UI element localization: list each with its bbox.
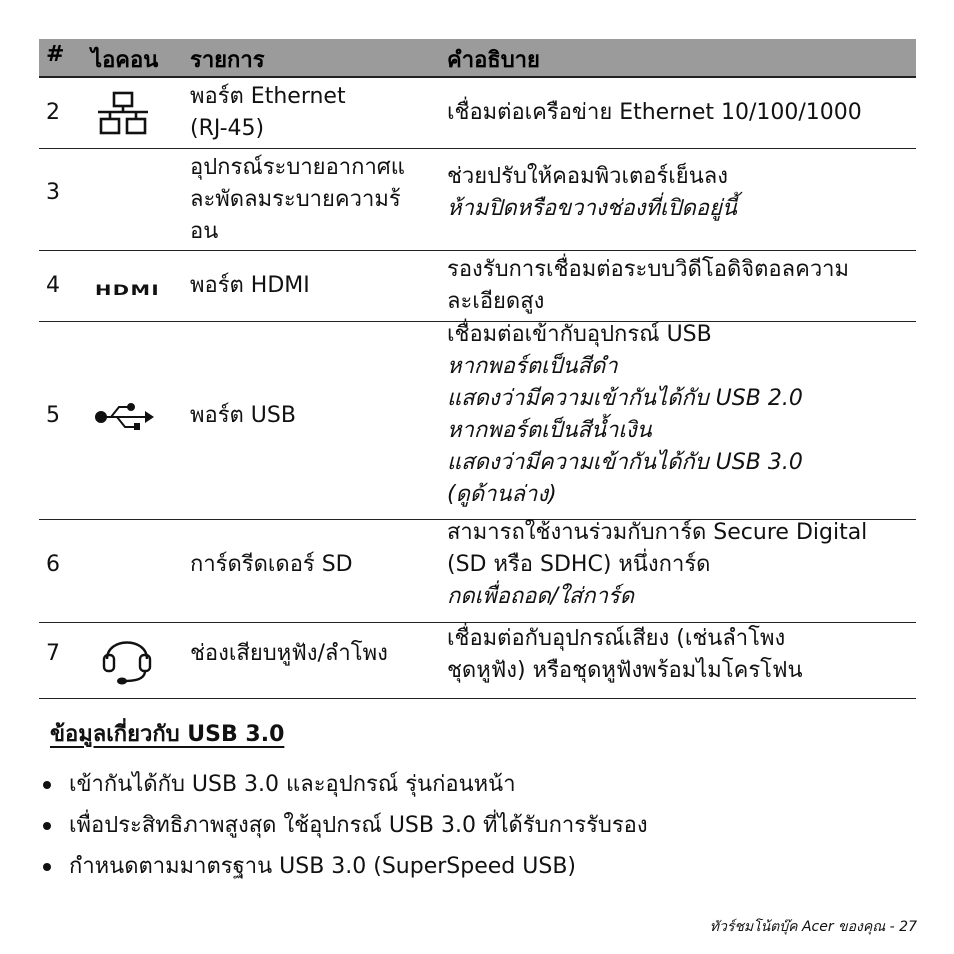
table-row-usb (39, 322, 916, 520)
list-item: เพื่อประสิทธิภาพสูงสุด ใช้อุปกรณ์ USB 3.0 ที่ได้รับการรับรอง (40, 805, 648, 846)
row-number: 7 (46, 641, 60, 666)
row-description: ช่วยปรับให้คอมพิวเตอร์เย็นลง ห้ามปิดหรือขวางช่องที่เปิดอยู่นี้ (447, 164, 737, 221)
table-row-headset (39, 623, 916, 699)
row-number: 4 (46, 273, 60, 298)
ethernet-icon (95, 91, 151, 147)
header-desc: คำอธิบาย (447, 48, 540, 73)
table-row-vent (39, 149, 916, 251)
row-item: ช่องเสียบหูฟัง/ลำโพง (190, 641, 388, 666)
row-number: 6 (46, 552, 60, 577)
row-item: พอร์ต USB (190, 403, 296, 428)
headset-icon (101, 629, 153, 697)
table-header (39, 39, 916, 78)
usb3-bullet-list (40, 764, 648, 887)
row-description: เชื่อมต่อเข้ากับอุปกรณ์ USB หากพอร์ตเป็นสีดำ แสดงว่ามีความเข้ากันได้กับ USB 2.0 หากพอร์ตเป็นสีน้ำเงิน แสดงว่ามีความเข้ากันได้กับ USB 3.0 (ดูด้านล่าง) (447, 322, 803, 507)
row-number: 2 (46, 100, 60, 125)
hdmi-icon: HDMI (95, 283, 161, 299)
header-num: # (46, 42, 65, 67)
row-item: พอร์ต Ethernet (RJ-45) (190, 84, 346, 141)
header-item: รายการ (190, 48, 265, 73)
row-number: 5 (46, 403, 60, 428)
page-number: 27 (899, 919, 917, 935)
list-item: เข้ากันได้กับ USB 3.0 และอุปกรณ์ รุ่นก่อนหน้า (40, 764, 648, 805)
list-item: กำหนดตามมาตรฐาน USB 3.0 (SuperSpeed USB) (40, 846, 648, 887)
table-row-hdmi (39, 251, 916, 322)
row-description: เชื่อมต่อเครือข่าย Ethernet 10/100/1000 (447, 100, 862, 125)
table-row-ethernet (39, 78, 916, 149)
header-icon: ไอคอน (91, 48, 159, 73)
row-item: การ์ดรีดเดอร์ SD (190, 552, 353, 577)
table-row-sd (39, 520, 916, 623)
row-item: อุปกรณ์ระบายอากาศแ ละพัดลมระบายความร้ อน (190, 155, 405, 244)
usb-icon (95, 402, 155, 442)
row-description: เชื่อมต่อกับอุปกรณ์เสียง (เช่นลำโพง ชุดหูฟัง) หรือชุดหูฟังพร้อมไมโครโฟน (447, 626, 803, 683)
footer-text: ทัวร์ชมโน้ตบุ๊ค Acer ของคุณ - (709, 919, 900, 935)
row-description: สามารถใช้งานร่วมกับการ์ด Secure Digital (SD หรือ SDHC) หนึ่งการ์ด กดเพื่อถอด/ใส่การ์ด (447, 520, 868, 609)
page-footer (710, 916, 917, 938)
row-description: รองรับการเชื่อมต่อระบบวิดีโอดิจิตอลความ ละเอียดสูง (447, 257, 850, 314)
row-item: พอร์ต HDMI (190, 273, 310, 298)
usb3-section-title: ข้อมูลเกี่ยวกับ USB 3.0 (50, 722, 285, 747)
row-number: 3 (46, 180, 60, 205)
